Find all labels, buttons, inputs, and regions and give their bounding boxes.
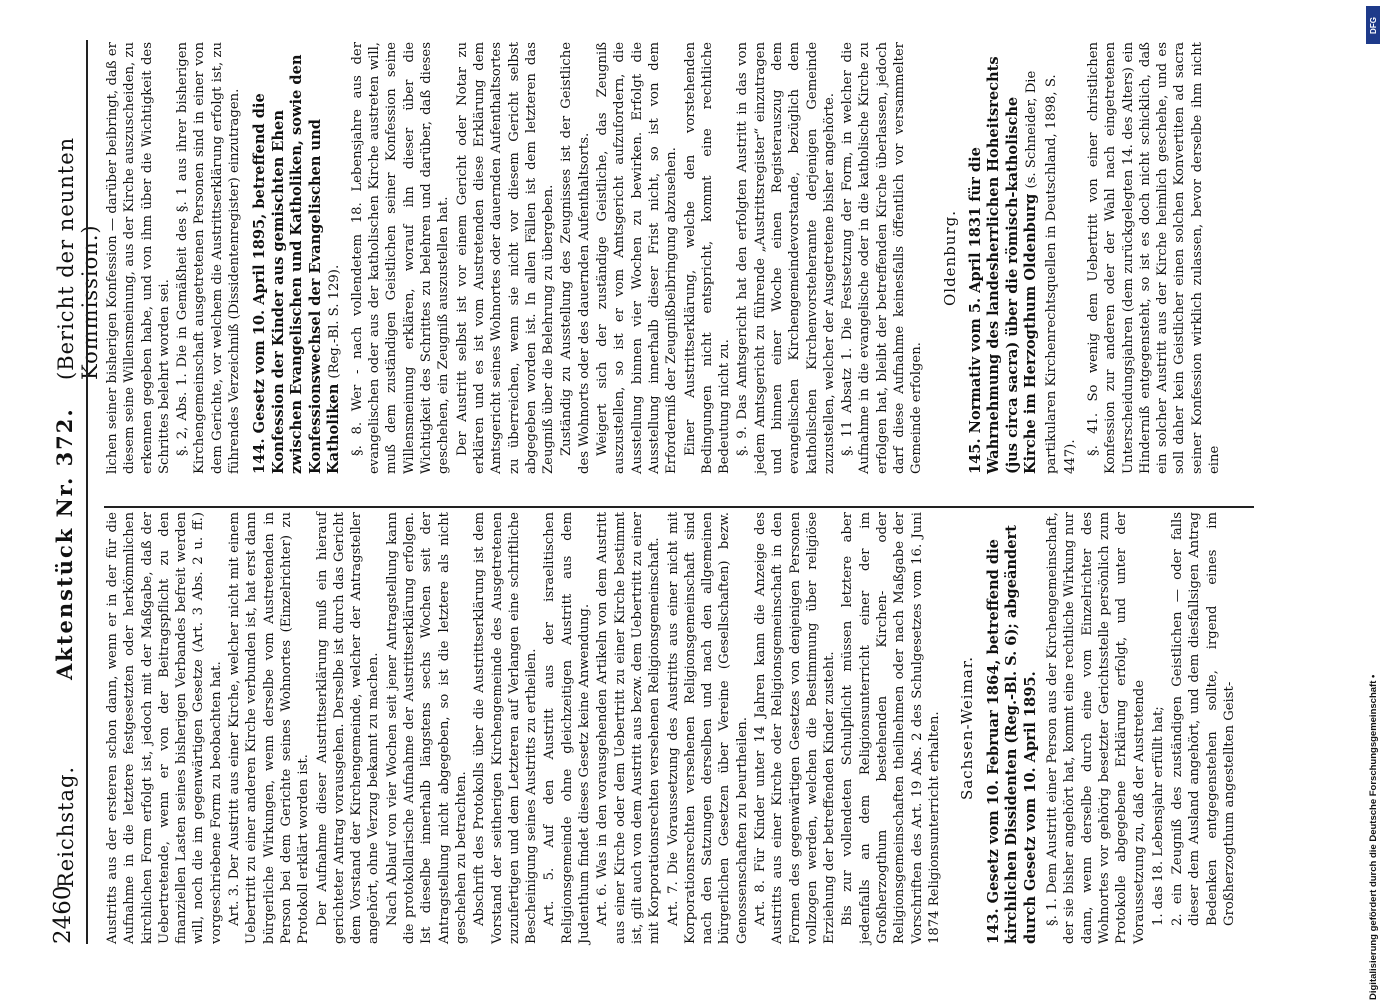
paragraph: Bis zur vollendeten Schulpflicht müssen letztere aber jedenfalls an dem Religionsunterricht einer der im Großherzogthum bestehenden Kirchen- oder Religionsgemeinschaften theilnehmen oder nach Maßgabe der Vorschriften des Art. 19 Abs. 2 des Schulgesetzes vom 16. Juni 1874 Religionsunterricht erhalten. — [840, 512, 942, 944]
paragraph: Der Austritt selbst ist vor einem Gericht oder Notar zu erklären und es ist vom Austretenden diese Erklärung dem Amtsgericht seines Wohnortes oder dauernden Aufenthaltsortes zu überreichen, wenn sie nicht vor diesem Gericht selbst abgegeben worden ist. In allen Fällen ist dem letzteren das Zeugniß über die Belehrung zu übergeben. — [454, 42, 557, 474]
paragraph: §. 8. Wer - nach vollendetem 18. Lebensjahre aus der evangelischen oder aus der katholischen Kirche austreten will, muß dem zuständigen Geistlichen seiner Konfession seine Willensmeinung erklären, worauf ihn dieser über die Wichtigkeit des Schrittes zu belehren und darüber, daß dieses geschehen, ein Zeugniß auszustellen hat. — [349, 42, 452, 474]
paragraph: Art. 5. Auf den Austritt aus der israelitischen Religionsgemeinde ohne gleichzeitigen Austritt aus dem Judenthum findet dieses Gesetz keine Anwendung. — [542, 512, 593, 944]
dfg-logo: DFG — [1366, 6, 1380, 44]
running-header — [44, 0, 102, 1000]
law-source: (Reg.-Bl. S. 6); abgeändert durch Gesetz vom 10. April 1895. — [1003, 525, 1039, 944]
left-column — [104, 512, 1238, 944]
paragraph: §. 9. Das Amtsgericht hat den erfolgten Austritt in das von jedem Amtsgericht zu führende „Austrittsregister“ einzutragen und binnen einer Woche einen Registerauszug dem evangelischen Kirchengemeindevorstande, bezüglich dem katholischen Kirchenvorsteheramte derjenigen Gemeinde zuzustellen, welcher der Ausgetretene bisher angehörte. — [735, 42, 837, 474]
paragraph: Der Aufnahme dieser Austrittserklärung muß ein hierauf gerichteter Antrag vorausgehen. Derselbe ist durch das Gericht dem Vorstand der Kirchengemeinde, welcher der Antragsteller angehört, ohne Verzug bekannt zu machen. — [314, 512, 382, 944]
law-title: 145. Normativ vom 5. April 1831 für die Wahrnehmung des landesherrlichen Hoheitsrechts (jus circa sacra) über die römisch-katholische Kirche im Herzogthum Oldenburg — [966, 56, 1040, 474]
column-divider — [104, 506, 1254, 508]
paragraph: Art. 7. Die Voraussetzung des Austritts aus einer nicht mit Korporationsrechten versehenen Religionsgemeinschaft sind nach den Satzungen derselben und nach den allgemeinen bürgerlichen Gesetzen über Vereine (Gesellschaften) bezw. Genossenschaften zu beurtheilen. — [665, 512, 750, 944]
paragraph: Abschrift des Protokolls über die Austrittserklärung ist dem Vorstand der seitherigen Kirchengemeinde des Ausgetretenen zuzufertigen und dem Letzteren auf Verlangen eine schriftliche Bescheinigung seines Austritts zu ertheilen. — [472, 512, 540, 944]
state-heading: Oldenburg. — [940, 209, 959, 307]
paragraph: Austritts aus der ersteren schon dann, wenn er in der für die Aufnahme in die letztere festgesetzten oder herkömmlichen kirchlichen Form erfolgt ist, jedoch mit der Maßgabe, daß der Uebertretende, wenn er von der Beitragspflicht zu den finanziellen Lasten seines bisherigen Verbandes befreit werden will, noch die im gegenwärtigen Gesetze (Art. 3 Abs. 2 u. ff.) vorgeschriebene Form zu beobachten hat. — [105, 512, 224, 944]
paragraph: Einer Austrittserklärung, welche den vorstehenden Bedingungen nicht entspricht, kommt eine rechtliche Bedeutung nicht zu. — [682, 42, 733, 474]
paragraph: Nach Ablauf von vier Wochen seit jener Antragstellung kann die protokollarische Aufnahme der Austrittserklärung erfolgen. Ist dieselbe innerhalb längstens sechs Wochen seit der Antragstellung nicht abgegeben, so ist die letztere als nicht geschehen zu betrachten. — [384, 512, 469, 944]
header-center: Aktenstück Nr. 372. — [52, 407, 77, 680]
paragraph: §. 41. So wenig dem Uebertritt von einer christlichen Konfession zur anderen oder der Wahl nach eingetretenen Unterscheidungsjahren (dem zurückgelegten 14. des Alters) ein Hinderniß entgegensteht, so ist es doch nicht schicklich, daß ein solcher Austritt aus der Kirche heimlich geschehe, und es soll daher kein Geistlicher einen solchen Konvertiten ad sacra seiner Konfession wirklich zulassen, bevor derselbe ihm nicht eine — [1085, 42, 1223, 474]
page-number: 2460 — [50, 885, 76, 944]
law-heading-143 — [985, 512, 1041, 944]
paragraph: Weigert sich der zuständige Geistliche, das Zeugniß auszustellen, so ist er vom Amtsgericht aufzufordern, die Ausstellung binnen vier Wochen zu bewirken. Erfolgt die Ausstellung innerhalb dieser Frist nicht, so ist von dem Erforderniß der Zeugnißbeibringung abzusehen. — [595, 42, 680, 474]
law-heading-144 — [251, 42, 345, 474]
law-title: 144. Gesetz vom 10. April 1895, betreffend die Konfession der Kinder aus gemischten Ehen zwischen Evangelischen und Katholiken, sowie den Konfessionswechsel der Evangelischen und Katholiken — [251, 54, 343, 474]
paragraph: §. 1. Dem Austritt einer Person aus der Kirchengemeinschaft, der sie bisher angehört hat, kommt eine rechtliche Wirkung nur dann, wenn derselbe durch eine vom Einzelrichter des Wohnortes vor gehörig besetzter Gerichtsstelle persönlich zum Protokolle abgegebene Erklärung erfolgt, und unter der Voraussetzung zu, daß der Austretende — [1045, 512, 1147, 944]
header-right: (Bericht der neunten Kommission.) — [54, 136, 102, 380]
law-heading-145 — [967, 42, 1081, 474]
header-rule — [86, 40, 88, 944]
paragraph: Art. 8. Für Kinder unter 14 Jahren kann die Anzeige des Austritts aus einer Kirche oder Religionsgemeinschaft in den Formen des gegenwärtigen Gesetzes von denjenigen Personen vollzogen werden, welchen die Bestimmung über religiöse Erziehung der betreffenden Kinder zusteht. — [752, 512, 838, 944]
right-column — [104, 42, 1224, 474]
law-source: (s. Schneider, Die partikularen Kirchenrechtsquellen in Deutschland, 1898, S. 447). — [1024, 70, 1079, 474]
header-left: Reichstag. — [54, 765, 78, 888]
list-item: 2. ein Zeugniß des zuständigen Geistlichen — oder falls dieser dem Ausland angehört, und dem diesfallsigen Antrag Bedenken entgegenstehen sollte, irgend eines im Großherzogthum angestellten Geist- — [1170, 512, 1238, 926]
paragraph: §. 2, Abs. 1. Die in Gemäßheit des §. 1 aus ihrer bisherigen Kirchengemeinschaft ausgetretenen Personen sind in einer von dem Gerichte, vor welchem die Austrittserklärung erfolgt ist, zu führendes Verzeichniß (Dissidentenregister) einzutragen. — [175, 42, 243, 474]
paragraph: lichen seiner bisherigen Konfession — darüber beibringt, daß er diesem seine Willensmeinung, aus der Kirche auszuscheiden, zu erkennen gegeben habe, und von ihm über die Wichtigkeit des Schrittes belehrt worden sei. — [105, 42, 172, 474]
law-title: 143. Gesetz vom 10. Februar 1864, betreffend die kirchlichen Dissidenten — [984, 539, 1021, 944]
digitization-note: Digitalisierung gefördert durch die Deutsche Forschungsgemeinschaft • — [1368, 674, 1379, 1000]
paragraph: Zuständig zu Ausstellung des Zeugnisses ist der Geistliche des Wohnorts oder des dauernden Aufenthaltsorts. — [559, 42, 592, 474]
paragraph: §. 11 Absatz 1. Die Festsetzung der Form, in welcher die Aufnahme in die evangelische oder in die katholische Kirche zu erfolgen hat, bleibt der betreffenden Kirche überlassen, jedoch darf diese Aufnahme keinesfalls öffentlich vor versammelter Gemeinde erfolgen. — [840, 42, 925, 474]
list-item: 1. das 18. Lebensjahr erfüllt hat; — [1150, 706, 1166, 926]
law-source: (Reg.-Bl. S. 129). — [327, 264, 343, 379]
paragraph: Art. 6. Was in den vorausgehenden Artikeln von dem Austritt aus einer Kirche oder dem Uebertritt zu einer Kirche bestimmt ist, gilt auch von dem Austritt aus bezw. dem Uebertritt zu einer mit Korporationsrechten versehenen Religionsgemeinschaft. — [595, 512, 663, 944]
state-heading: Sachsen-Weimar. — [958, 655, 977, 801]
paragraph: Art. 3. Der Austritt aus einer Kirche, welcher nicht mit einem Uebertritt zu einer anderen Kirche verbunden ist, hat erst dann bürgerliche Wirkungen, wenn derselbe vom Austretenden in Person bei dem Gerichte seines Wohnortes (Einzelrichter) zu Protokoll erklärt worden ist. — [227, 512, 312, 944]
